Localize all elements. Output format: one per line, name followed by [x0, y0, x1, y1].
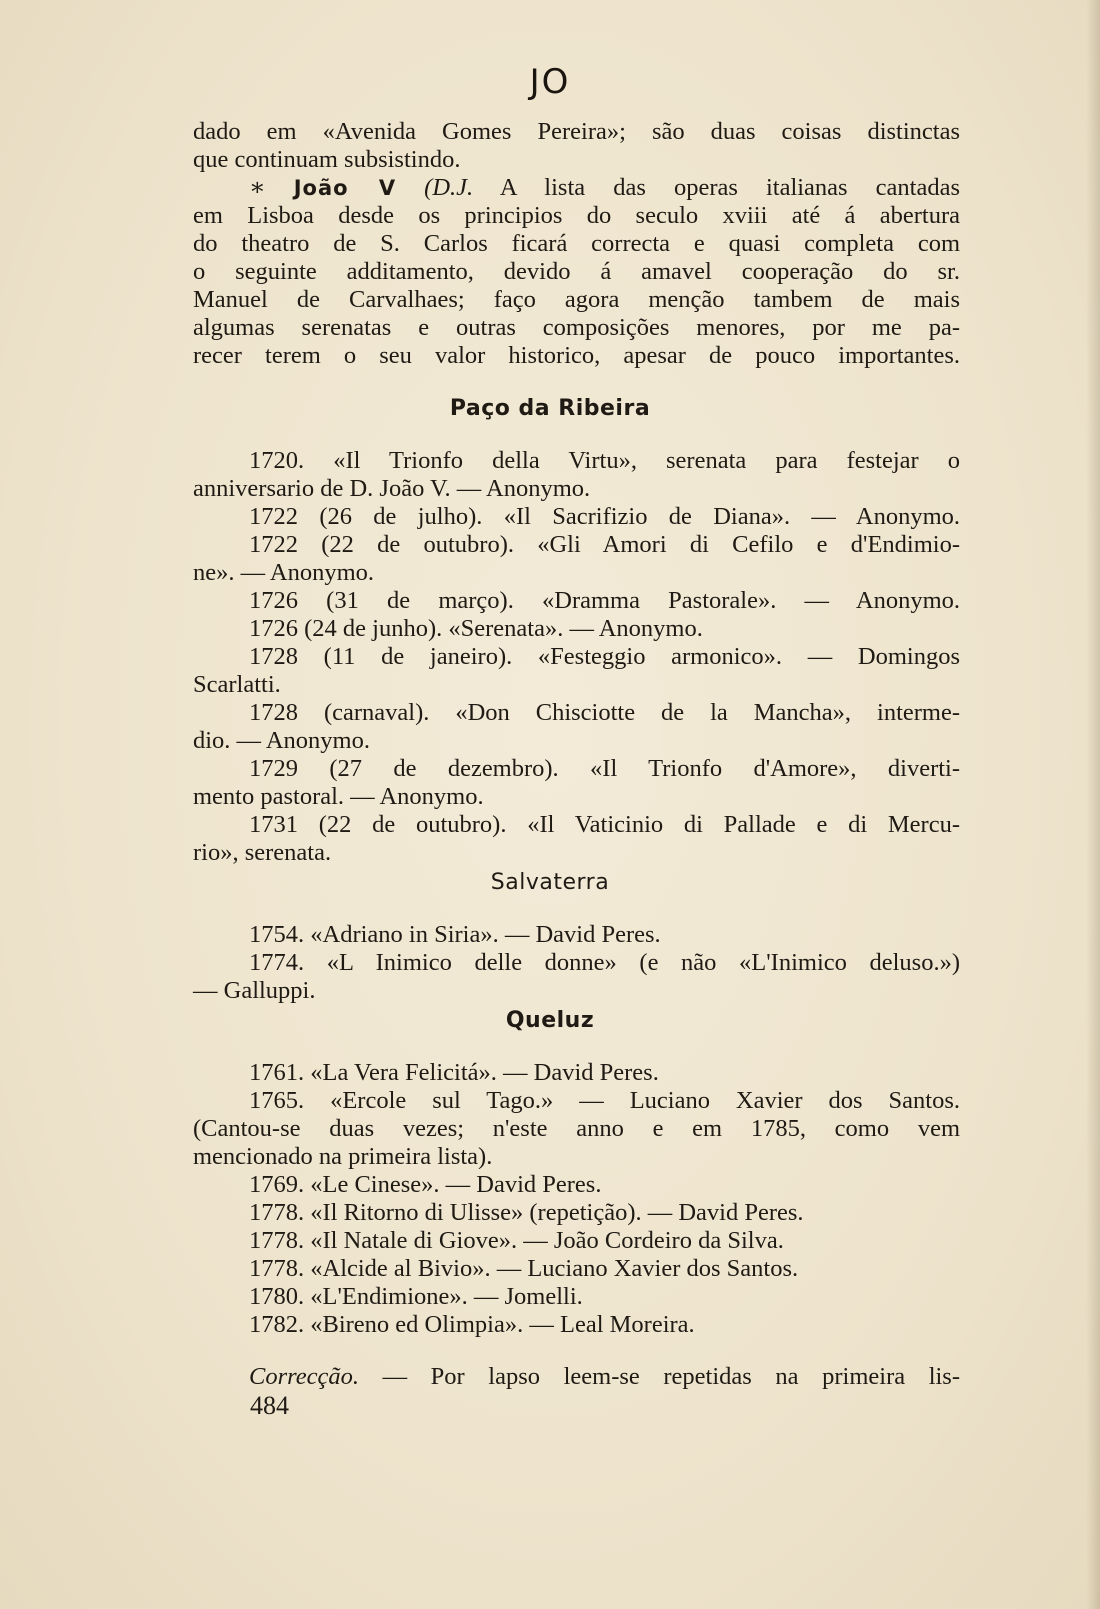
entry-text: A lista das operas italianas cantadas: [499, 174, 961, 201]
list-line: 1722 (22 de outubro). «Gli Amori di Cefilo e d'Endimio-: [249, 531, 960, 558]
list-line: 1728 (11 de janeiro). «Festeggio armonico». — Domingos: [249, 643, 960, 670]
list-line: 1720. «Il Trionfo della Virtu», serenata para festejar o: [249, 447, 960, 474]
list-line: 1754. «Adriano in Siria». — David Peres.: [249, 921, 661, 948]
list-line: anniversario de D. João V. — Anonymo.: [193, 475, 591, 502]
list-line: 1731 (22 de outubro). «Il Vaticinio di Pallade e di Mercu-: [249, 811, 960, 838]
list-line: 1774. «L Inimico delle donne» (e não «L'Inimico deluso.»): [249, 949, 960, 976]
entry-name: João V: [293, 176, 397, 200]
list-line: 1722 (26 de julho). «Il Sacrifizio de Diana». — Anonymo.: [249, 503, 960, 530]
list-line: dio. — Anonymo.: [193, 727, 370, 754]
correction-text: — Por lapso leem-se repetidas na primeira lis-: [382, 1363, 960, 1390]
list-line: ne». — Anonymo.: [193, 559, 375, 586]
list-line: 1729 (27 de dezembro). «Il Trionfo d'Amore», diverti-: [249, 755, 960, 782]
section-heading-paco: Paço da Ribeira: [449, 396, 651, 421]
list-line: 1782. «Bireno ed Olimpia». — Leal Moreira.: [249, 1311, 695, 1338]
list-line: 1765. «Ercole sul Tago.» — Luciano Xavier dos Santos.: [249, 1087, 960, 1114]
text-line: o seguinte additamento, devido á amavel cooperação do sr.: [193, 258, 960, 285]
page-edge-shadow: [1086, 0, 1100, 1609]
list-line: mencionado na primeira lista).: [193, 1143, 493, 1170]
text-line: Manuel de Carvalhaes; faço agora menção tambem de mais: [193, 286, 960, 313]
page-number: 484: [250, 1391, 289, 1420]
list-line: 1778. «Il Natale di Giove». — João Cordeiro da Silva.: [249, 1227, 784, 1254]
list-line: (Cantou-se duas vezes; n'este anno e em 1785, como vem: [193, 1115, 960, 1142]
text-line: do theatro de S. Carlos ficará correcta e quasi completa com: [193, 230, 960, 257]
text-line: que continuam subsistindo.: [193, 146, 461, 173]
correction-label: Correcção.: [249, 1363, 359, 1390]
entry-dj: (D.J.: [424, 174, 474, 201]
list-line: rio», serenata.: [193, 839, 332, 866]
list-line: Scarlatti.: [193, 671, 281, 698]
list-line: 1778. «Alcide al Bivio». — Luciano Xavier dos Santos.: [249, 1255, 799, 1282]
list-line: 1726 (31 de março). «Dramma Pastorale». — Anonymo.: [249, 587, 960, 614]
list-line: 1726 (24 de junho). «Serenata». — Anonymo.: [249, 615, 703, 642]
section-heading-salvaterra: Salvaterra: [490, 870, 610, 895]
running-head: JO: [529, 62, 571, 102]
list-line: — Galluppi.: [193, 977, 316, 1004]
list-line: 1728 (carnaval). «Don Chisciotte de la Mancha», interme-: [249, 699, 960, 726]
list-line: 1761. «La Vera Felicitá». — David Peres.: [249, 1059, 659, 1086]
text-line: em Lisboa desde os principios do seculo xviii até á abertura: [193, 202, 960, 229]
text-line: recer terem o seu valor historico, apesar de pouco importantes.: [193, 342, 960, 369]
entry-heading-line: [193, 174, 960, 202]
list-line: 1778. «Il Ritorno di Ulisse» (repetição). — David Peres.: [249, 1199, 804, 1226]
section-heading-queluz: Queluz: [505, 1008, 595, 1033]
text-line: algumas serenatas e outras composições menores, por me pa-: [193, 314, 960, 341]
asterisk-mark: ∗: [249, 174, 266, 201]
correction-line: [193, 1363, 960, 1391]
list-line: 1769. «Le Cinese». — David Peres.: [249, 1171, 602, 1198]
list-line: 1780. «L'Endimione». — Jomelli.: [249, 1283, 583, 1310]
list-line: mento pastoral. — Anonymo.: [193, 783, 484, 810]
text-line: dado em «Avenida Gomes Pereira»; são duas coisas distinctas: [193, 118, 960, 145]
